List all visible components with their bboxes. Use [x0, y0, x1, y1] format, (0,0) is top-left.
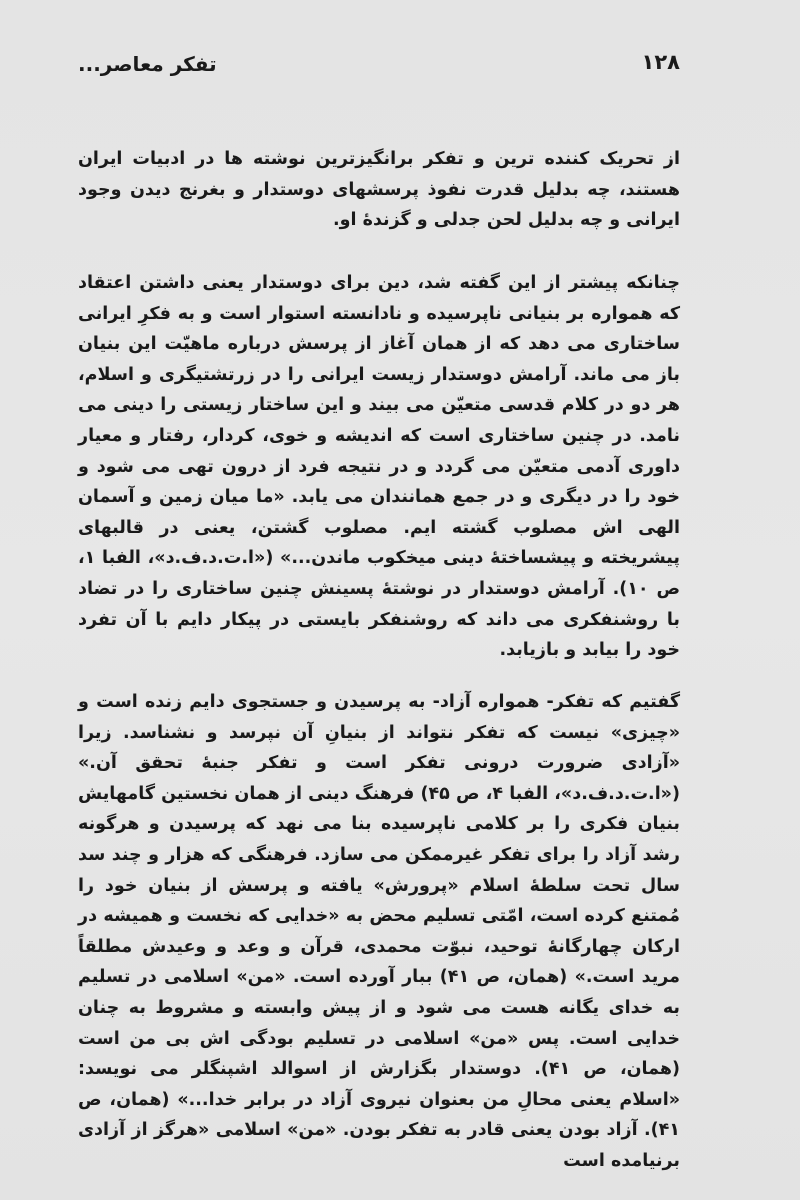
running-title: تفکر معاصر... [78, 52, 217, 76]
paragraph-3-text: گفتیم که تفکر- همواره آزاد- به پرسیدن و جستجوی دایم زنده است و «چیزی» نیست که تفکر نتواند از بنیانِ آن نپرسد و نشناسد. زیرا «آزادی ضرورت درونی تفکر است و تفکر جنبهٔ تحقق آن.» («ا.ت.د.ف.د»، الفبا ۴، ص ۴۵) فرهنگ دینی از همان نخستین گامهایش بنیان فکری را بر کلامی ناپرسیده بنا می نهد که پرسیدن و هرگونه رشد آزاد را برای تفکر غیرممکن می سازد. فرهنگی که هزار و چند سد سال تحت سلطهٔ اسلام «پرورش» یافته و پرسش از بنیان خود را مُمتنع کرده است، امّتی تسلیم محض به «خدایی که نخست و همیشه در ارکان چهارگانهٔ توحید، نبوّت محمدی، قرآن و وعد و وعیدش مطلقاً مرید است.» (همان، ص ۴۱) ببار آورده است. «من» اسلامی در تسلیم به خدای یگانه هست می شود و از پیش وابسته و مشروط به چنان خدایی است. پس «من» اسلامی در تسلیم بودگی اش بی من است (همان، ص ۴۱). دوستدار بگزارش از اسوالد اشپنگلر می نویسد: «اسلام یعنی محالِ من بعنوان نیروی آزاد در برابر خدا...» (همان، ص ۴۱). آزاد بودن یعنی قادر به تفکر بودن. «من» اسلامی «هرگز از آزادی برنیامده است [78, 692, 680, 1171]
paragraph-2 [78, 268, 680, 666]
paragraph-1-text: از تحریک کننده ترین و تفکر برانگیزترین نوشته ها در ادبیات ایران هستند، چه بدلیل قدرت نفوذ پرسشهای دوستدار و بغرنج دیدن وجود ایرانی و چه بدلیل لحن جدلی و گزندهٔ او. [78, 149, 680, 231]
page-number: ۱۲۸ [641, 50, 680, 74]
page-header [78, 50, 680, 90]
paragraph-3 [78, 687, 680, 1177]
paragraph-1 [78, 144, 680, 236]
paragraph-2-text: چنانکه پیشتر از این گفته شد، دین برای دوستدار یعنی داشتن اعتقاد که همواره بر بنیانی ناپرسیده و نادانسته استوار است و به فکرِ ایرانی ساختاری می دهد که از همان آغاز از پرسش درباره ماهیّت این بنیان باز می ماند. آرامش دوستدار زیست ایرانی را در زرتشتیگری و اسلام، هر دو در کلام قدسی متعیّن می بیند و این ساختار زیستی را دینی می نامد. در چنین ساختاری است که اندیشه و خوی، کردار، رفتار و معیار داوری آدمی متعیّن می گردد و در نتیجه فرد از درون تهی می شود و خود را در دیگری و در جمع همانندان می یابد. «ما میان زمین و آسمان الهی اش مصلوب گشته ایم. مصلوب گشتن، یعنی در قالبهای پیشریخته و پیشساختهٔ دینی میخکوب ماندن...» («ا.ت.د.ف.د»، الفبا ۱، ص ۱۰). آرامش دوستدار در نوشتهٔ پسینش چنین ساختاری را در تضاد با روشنفکری می داند که روشنفکر بایستی در پیکار دایم با آن تفرد خود را بیابد و بازیابد. [78, 273, 680, 661]
